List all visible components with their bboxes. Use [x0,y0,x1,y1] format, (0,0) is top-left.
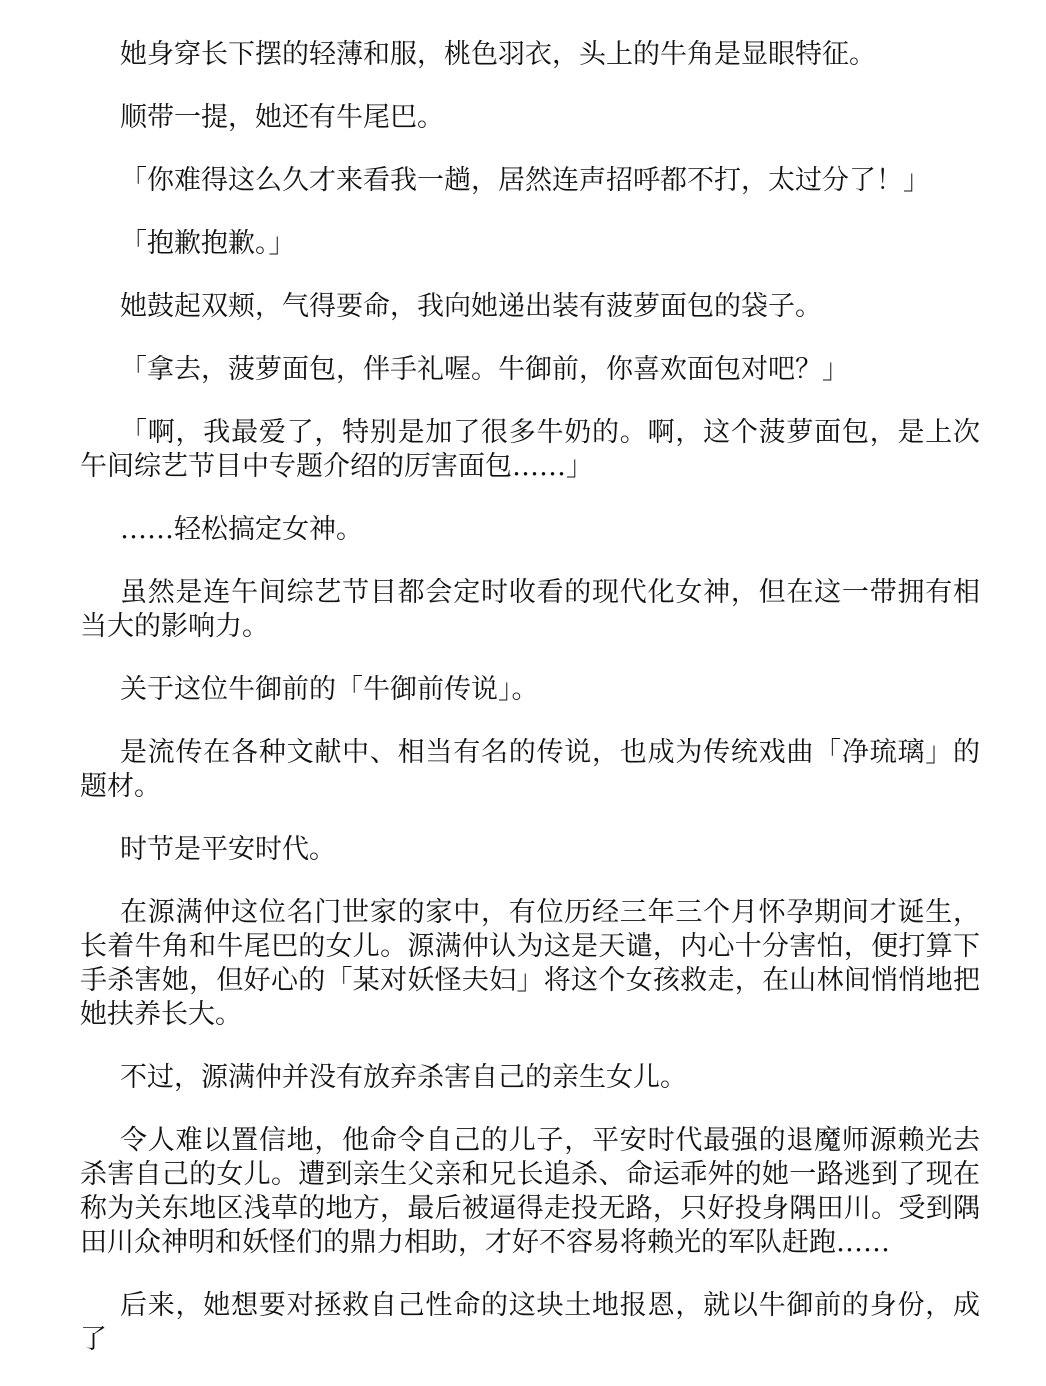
paragraph: 后来，她想要对拯救自己性命的这块土地报恩，就以牛御前的身份，成了 [80,1290,980,1355]
paragraph: 「啊，我最爱了，特别是加了很多牛奶的。啊，这个菠萝面包，是上次午间综艺节目中专题介绍的厉害面包……」 [80,417,980,482]
paragraph: 「抱歉抱歉。」 [120,228,296,259]
paragraph: 令人难以置信地，他命令自己的儿子，平安时代最强的退魔师源赖光去杀害自己的女儿。遭到亲生父亲和兄长追杀、命运乖舛的她一路逃到了现在称为关东地区浅草的地方，最后被逼得走投无路，只好投身隅田川。受到隅田川众神明和妖怪们的鼎力相助，才好不容易将赖光的军队赶跑…… [80,1125,980,1258]
paragraph: 「你难得这么久才来看我一趟，居然连声招呼都不打，太过分了！」 [120,165,930,196]
paragraph: 顺带一提，她还有牛尾巴。 [120,102,444,133]
paragraph: 在源满仲这位名门世家的家中，有位历经三年三个月怀孕期间才诞生，长着牛角和牛尾巴的女儿。源满仲认为这是天谴，内心十分害怕，便打算下手杀害她，但好心的「某对妖怪夫妇」将这个女孩救走，在山林间悄悄地把她扶养长大。 [80,897,980,1030]
paragraph: 是流传在各种文献中、相当有名的传说，也成为传统戏曲「净琉璃」的题材。 [80,737,980,802]
paragraph: 关于这位牛御前的「牛御前传说」。 [120,674,539,705]
paragraph: 「拿去，菠萝面包，伴手礼喔。牛御前，你喜欢面包对吧？」 [120,354,849,385]
paragraph: 时节是平安时代。 [120,834,336,865]
paragraph: ……轻松搞定女神。 [120,514,363,545]
paragraph: 她鼓起双颊，气得要命，我向她递出装有菠萝面包的袋子。 [120,291,822,322]
document-page [80,38,980,1386]
paragraph: 她身穿长下摆的轻薄和服，桃色羽衣，头上的牛角是显眼特征。 [120,39,876,70]
paragraph: 虽然是连午间综艺节目都会定时收看的现代化女神，但在这一带拥有相当大的影响力。 [80,577,980,642]
paragraph: 不过，源满仲并没有放弃杀害自己的亲生女儿。 [120,1062,687,1093]
